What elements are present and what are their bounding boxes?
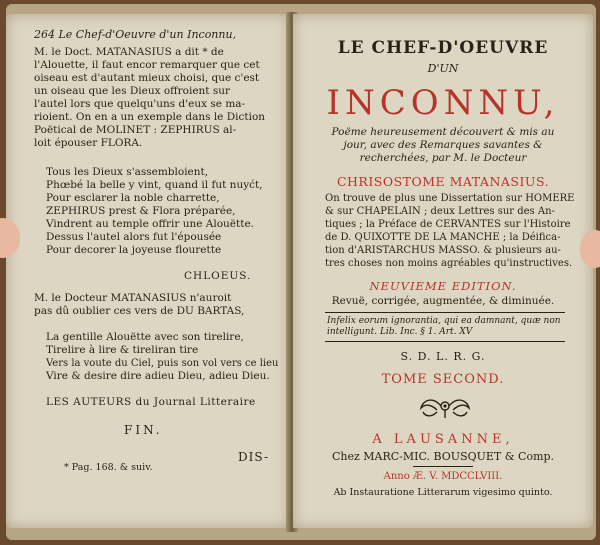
epigraph-line: intelligunt. Lib. Inc. § 1. Art. XV <box>327 327 473 337</box>
poem-line: Pour decorer la joyeuse flourette <box>46 244 222 256</box>
text-line: tres choses non moins agréables qu'instructives. <box>325 258 573 269</box>
poem-line: ZEPHIRUS prest & Flora préparée, <box>46 205 236 217</box>
title-line-1: LE CHEF-D'OEUVRE <box>337 38 549 58</box>
text-line: l'autel lors que quelqu'uns d'eux se ma- <box>34 98 246 110</box>
edition-label: NEUVIEME EDITION. <box>369 279 517 293</box>
instauratione-label: Ab Instauratione Litterarum vigesimo quinto. <box>333 487 553 498</box>
poem-line: Tous les Dieux s'assembloient, <box>46 166 209 178</box>
text-line: M. le Docteur MATANASIUS n'auroit <box>34 292 232 304</box>
subtitle-line: recherchées, par M. le Docteur <box>359 152 527 164</box>
author-name: CHRISOSTOME MATANASIUS. <box>336 174 550 189</box>
tome-label: TOME SECOND. <box>381 372 505 387</box>
poem-line: La gentille Alouëtte avec son tirelire, <box>46 331 244 343</box>
poem-line: Vindrent au temple offrir une Alouëtte. <box>46 218 254 230</box>
title-inconnu: INCONNU, <box>326 83 560 123</box>
right-page <box>293 14 593 528</box>
fin-label: FIN. <box>124 423 163 437</box>
footnote: * Pag. 168. & suiv. <box>64 462 153 473</box>
text-line: oiseau est d'autant mieux choisi, que c'est <box>34 72 260 84</box>
text-line: l'Alouette, il faut encor remarquer que cet <box>34 59 260 71</box>
catchword: DIS- <box>238 450 270 464</box>
rule-top <box>325 312 565 313</box>
year-label: Anno Æ. V. MDCCLVIII. <box>383 471 503 482</box>
subtitle-line: jour, avec des Remarques savantes & <box>343 139 543 151</box>
text-line: un oiseau que les Dieux offroient sur <box>34 85 231 97</box>
short-rule <box>413 466 473 467</box>
epigraph-line: Infelix eorum ignorantia, qui ea damnant, quæ non <box>327 316 561 326</box>
signature-auteurs: LES AUTEURS du Journal Litteraire <box>46 396 256 408</box>
title-line-2: D'UN <box>427 62 459 75</box>
sdlrg-label: S. D. L. R. G. <box>400 350 486 363</box>
poem-line: Vers la voute du Ciel, puis son vol vers ce lieu <box>46 358 279 369</box>
subtitle-line: Poëme heureusement découvert & mis au <box>331 126 555 138</box>
printer-label: Chez MARC-MIC. BOUSQUET & Comp. <box>331 450 555 463</box>
text-line: de D. QUIXOTTE DE LA MANCHE ; la Déifica- <box>325 232 561 243</box>
open-book <box>6 4 596 540</box>
poem-line: Tirelire à lire & tireliran tire <box>46 344 199 356</box>
text-line: & sur CHAPELAIN ; deux Lettres sur des An- <box>325 206 555 217</box>
text-line: pas dû oublier ces vers de DU BARTAS, <box>34 305 245 317</box>
page-header: 264 Le Chef-d'Oeuvre d'un Inconnu, <box>34 28 237 41</box>
text-line: Poëtical de MOLINET : ZEPHIRUS al- <box>34 124 237 136</box>
poem-line: Vire & desire dire adieu Dieu, adieu Dieu. <box>46 370 270 382</box>
text-line: M. le Doct. MATANASIUS a dit * de <box>34 46 224 58</box>
revue-label: Revuë, corrigée, augmentée, & diminuée. <box>331 295 555 307</box>
poem-line: Pour esclarer la noble charrette, <box>46 192 220 204</box>
poem-line: Phœbé la belle y vint, quand il fut nuyćt, <box>46 179 263 191</box>
speaker-chloeus: CHLOEUS. <box>184 270 252 282</box>
text-line: tion d'ARISTARCHUS MASSO. & plusieurs au- <box>325 245 561 256</box>
text-line: On trouve de plus une Dissertation sur HOMERE <box>325 193 575 204</box>
city-label: A LAUSANNE, <box>372 432 514 447</box>
rule-bottom <box>325 341 565 342</box>
fleuron-ornament-icon <box>415 392 475 422</box>
left-page <box>6 14 289 528</box>
text-line: rioient. On en a un exemple dans le Diction <box>34 111 266 123</box>
text-line: tiques ; la Préface de CERVANTES sur l'Histoire <box>325 219 571 230</box>
poem-line: Dessus l'autel alors fut l'épousée <box>46 231 222 243</box>
text-line: loit épouser FLORA. <box>34 137 143 149</box>
